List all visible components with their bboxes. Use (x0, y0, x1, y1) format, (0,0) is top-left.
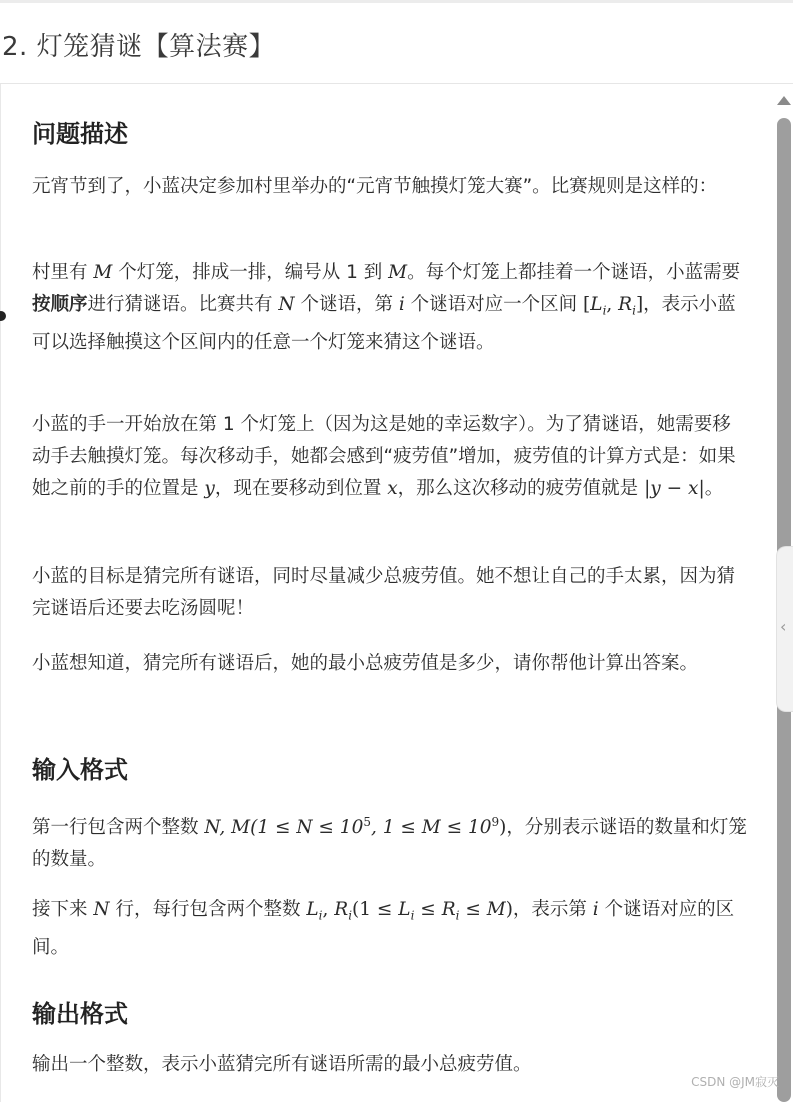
section-heading-description: 问题描述 (32, 120, 128, 148)
output-paragraph-1: 输出一个整数，表示小蓝猜完所有谜语所需的最小总疲劳值。 (32, 1054, 532, 1075)
top-border (0, 0, 793, 3)
desc-paragraph-3: 小蓝的手一开始放在第 1 个灯笼上（因为这是她的幸运数字）。为了猜谜语，她需要移动手去触摸灯笼。每次移动手，她都会感到“疲劳值”增加，疲劳值的计算方式是：如果她之前的手的位置是 y，现在要移动到位置 x，那么这次移动的疲劳值就是 |y − x|。 (32, 414, 736, 499)
collapse-panel-tab[interactable] (776, 546, 793, 712)
desc-paragraph-2: 村里有 M 个灯笼，排成一排，编号从 1 到 M。每个灯笼上都挂着一个谜语，小蓝需要按顺序进行猜谜语。比赛共有 N 个谜语，第 i 个谜语对应一个区间 [$L_i$, $R_i$]，表示小蓝可以选择触摸这个区间内的任意一个灯笼来猜这个谜语。 (32, 262, 741, 353)
desc-paragraph-5: 小蓝想知道，猜完所有谜语后，她的最小总疲劳值是多少，请你帮他计算出答案。 (32, 653, 699, 674)
section-heading-output: 输出格式 (32, 1000, 128, 1028)
desc-paragraph-1: 元宵节到了，小蓝决定参加村里举办的“元宵节触摸灯笼大赛”。比赛规则是这样的： (32, 176, 718, 197)
input-paragraph-1: 第一行包含两个整数 N, $M(1 \le N \le 10^5$, $1 \le M \le 10^9$)，分别表示谜语的数量和灯笼的数量。 (32, 815, 747, 871)
chevron-left-icon: ‹ (780, 617, 787, 636)
page-title: 2. 灯笼猜谜【算法赛】 (2, 32, 276, 62)
watermark: CSDN @JM寂灭 (691, 1075, 779, 1089)
desc-paragraph-4: 小蓝的目标是猜完所有谜语，同时尽量减少总疲劳值。她不想让自己的手太累，因为猜完谜语后还要去吃汤圆呢！ (32, 566, 736, 619)
section-heading-input: 输入格式 (32, 756, 128, 784)
problem-panel (0, 84, 776, 1102)
problem-header (0, 4, 793, 84)
resize-handle[interactable] (0, 311, 6, 321)
scroll-up-arrow-icon[interactable] (777, 96, 791, 105)
input-paragraph-2: 接下来 N 行，每行包含两个整数 $L_i$, $R_i(1 \le L_i \le R_i \le M)$，表示第 i 个谜语对应的区间。 (32, 899, 735, 958)
